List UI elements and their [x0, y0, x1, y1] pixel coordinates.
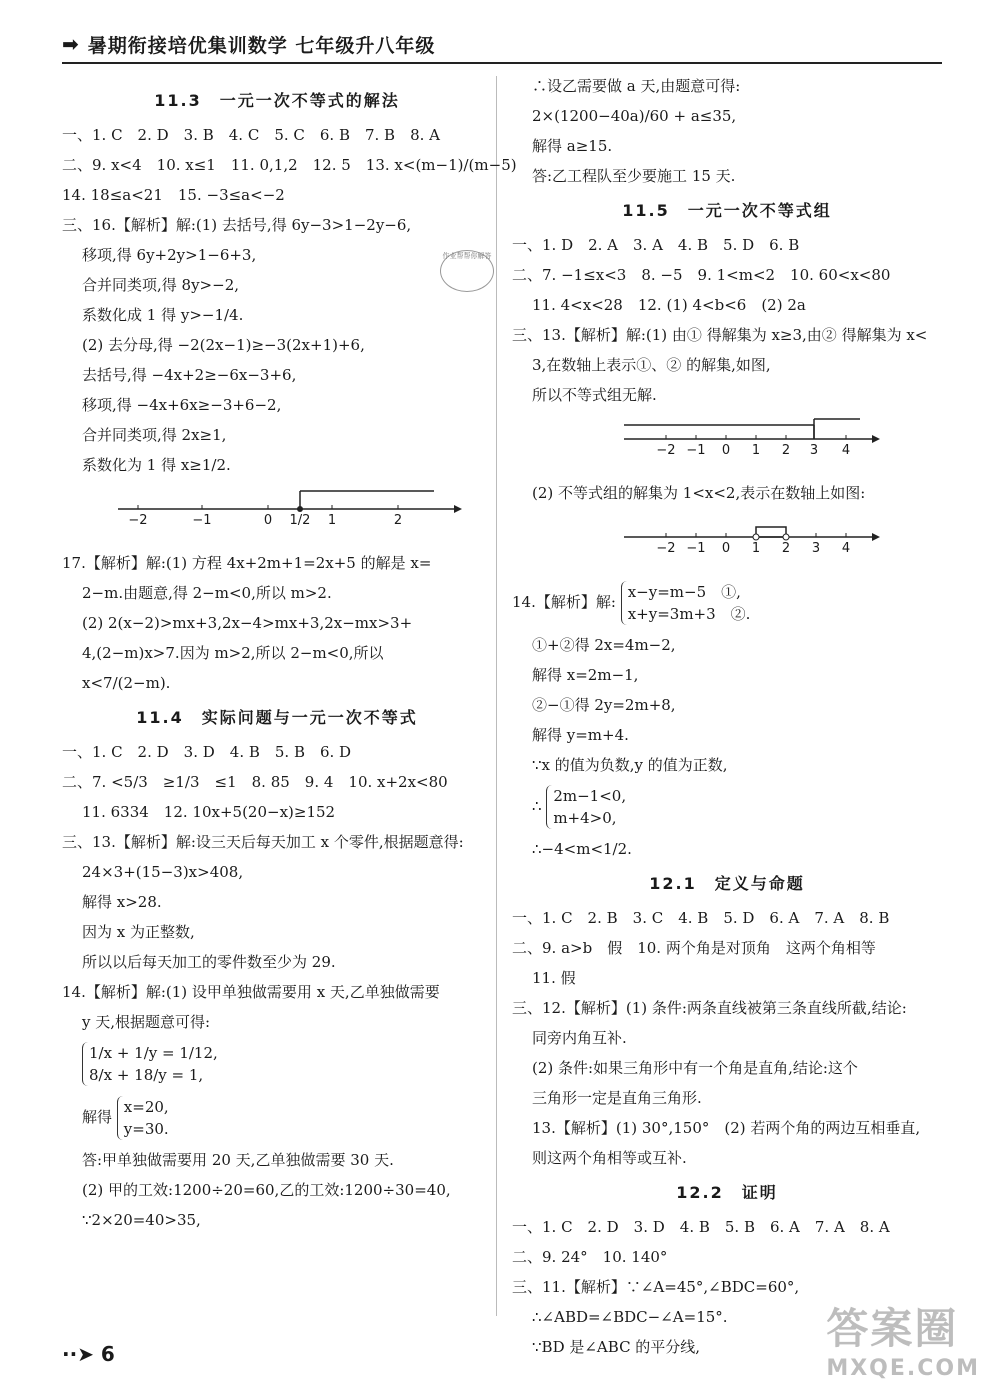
answer-line: 11. 假: [532, 969, 576, 987]
equation-system: [512, 581, 942, 625]
tick-label: 1: [327, 513, 337, 528]
answer-line: 去括号,得 −4x+2≥−6x−3+6,: [82, 366, 297, 384]
answer-line: (2) 不等式组的解集为 1<x<2,表示在数轴上如图:: [532, 484, 866, 502]
answer-line: 二、7. −1≤x<3 8. −5 9. 1<m<2 10. 60<x<80: [512, 266, 891, 284]
tick-label: −2: [656, 541, 676, 556]
tick-label: 0: [721, 443, 731, 458]
answer-line: 系数化成 1 得 y>−1/4.: [82, 306, 244, 324]
answer-line: 所以不等式组无解.: [532, 386, 657, 404]
header-rule: [62, 62, 942, 64]
answer-line: (2) 条件:如果三角形中有一个角是直角,结论:这个: [532, 1059, 858, 1077]
section-title: 11.3 一元一次不等式的解法: [154, 91, 400, 110]
therefore-symbol: ∴: [532, 797, 542, 815]
answer-line: y 天,根据题意可得:: [82, 1013, 211, 1031]
column-divider: [496, 76, 497, 1316]
answer-line: 一、1. C 2. D 3. D 4. B 5. B 6. A 7. A 8. A: [512, 1218, 890, 1236]
tick-label: 2: [781, 541, 791, 556]
page-arrow-icon: ··➤: [62, 1342, 94, 1366]
answer-line: 一、1. C 2. D 3. B 4. C 5. C 6. B 7. B 8. A: [62, 126, 440, 144]
tick-label: −1: [192, 513, 212, 528]
answer-line: 二、7. <5/3 ≥1/3 ≤1 8. 85 9. 4 10. x+2x<80: [62, 773, 448, 791]
answer-line: 14. 18≤a<21 15. −3≤a<−2: [62, 186, 285, 204]
equation: m+4>0,: [553, 809, 617, 827]
equation: 2m−1<0,: [553, 787, 627, 805]
equation: y=30.: [123, 1120, 169, 1138]
answer-line: 解得 x>28.: [82, 893, 162, 911]
answer-line: 解得 y=m+4.: [532, 726, 629, 744]
equation: x=20,: [123, 1098, 169, 1116]
answer-line: ∵x 的值为负数,y 的值为正数,: [532, 756, 728, 774]
section-title: 12.1 定义与命题: [649, 874, 805, 893]
answer-line: 所以以后每天加工的零件数至少为 29.: [82, 953, 336, 971]
answer-line: 2−m.由题意,得 2−m<0,所以 m>2.: [82, 584, 332, 602]
answer-line: 三、11.【解析】∵∠A=45°,∠BDC=60°,: [512, 1278, 800, 1296]
answer-line: 则这两个角相等或互补.: [532, 1149, 687, 1167]
answer-line: ∵2×20=40>35,: [82, 1211, 201, 1229]
number-line-graphic: [512, 513, 912, 565]
answer-line: 3,在数轴上表示①、② 的解集,如图,: [532, 356, 771, 374]
answer-line: 合并同类项,得 8y>−2,: [82, 276, 240, 294]
answer-line: 一、1. D 2. A 3. A 4. B 5. D 6. B: [512, 236, 800, 254]
answer-line: 17.【解析】解:(1) 方程 4x+2m+1=2x+5 的解是 x=: [62, 554, 432, 572]
answer-line: 三、13.【解析】解:设三天后每天加工 x 个零件,根据题意得:: [62, 833, 464, 851]
section-title: 12.2 证明: [676, 1183, 778, 1202]
right-column: [512, 76, 942, 1367]
answer-line: (2) 去分母,得 −2(2x−1)≥−3(2x+1)+6,: [82, 336, 365, 354]
tick-label: 4: [841, 443, 851, 458]
answer-line: (2) 甲的工效:1200÷20=60,乙的工效:1200÷30=40,: [82, 1181, 451, 1199]
answer-line: 13.【解析】(1) 30°,150° (2) 若两个角的两边互相垂直,: [532, 1119, 921, 1137]
answer-line: 移项,得 6y+2y>1−6+3,: [82, 246, 257, 264]
answer-line: 答:乙工程队至少要施工 15 天.: [532, 167, 736, 185]
answer-line: ∵BD 是∠ABC 的平分线,: [532, 1338, 701, 1356]
equation: 1/x + 1/y = 1/12,: [89, 1044, 218, 1062]
tick-label: 1: [751, 541, 761, 556]
answer-line: 合并同类项,得 2x≥1,: [82, 426, 227, 444]
tick-label: 2: [393, 513, 403, 528]
condition-system: [512, 785, 942, 829]
tick-label: 0: [721, 541, 731, 556]
answer-line: 11. 4<x<28 12. (1) 4<b<6 (2) 2a: [532, 296, 806, 314]
answer-line: 系数化为 1 得 x≥1/2.: [82, 456, 231, 474]
answer-line: (2) 2(x−2)>mx+3,2x−4>mx+3,2x−mx>3+: [82, 614, 413, 632]
answer-line: 三角形一定是直角三角形.: [532, 1089, 702, 1107]
left-column: [62, 76, 517, 1240]
answer-line: 2×(1200−40a)/60 + a≤35,: [532, 107, 737, 125]
tick-label: −1: [686, 443, 706, 458]
answer-line: 24×3+(15−3)x>408,: [82, 863, 244, 881]
tick-label: −2: [128, 513, 148, 528]
answer-line: ∴−4<m<1/2.: [532, 840, 632, 858]
tick-label: −2: [656, 443, 676, 458]
answer-line: 二、9. x<4 10. x≤1 11. 0,1,2 12. 5 13. x<(m−1)/(m−5): [62, 156, 517, 174]
tick-label: 3: [811, 541, 821, 556]
answer-label: 14.【解析】解:: [512, 593, 616, 611]
answer-line: 一、1. C 2. D 3. D 4. B 5. B 6. D: [62, 743, 352, 761]
section-title: 11.5 一元一次不等式组: [622, 201, 832, 220]
answer-line: ∴∠ABD=∠BDC−∠A=15°.: [532, 1308, 728, 1326]
number-line: [512, 513, 942, 565]
answer-line: 解得 a≥15.: [532, 137, 613, 155]
answer-line: 二、9. a>b 假 10. 两个角是对顶角 这两个角相等: [512, 939, 876, 957]
answer-line: 14.【解析】解:(1) 设甲单独做需要用 x 天,乙单独做需要: [62, 983, 440, 1001]
answer-line: 因为 x 为正整数,: [82, 923, 195, 941]
stamp: 作业帮帮你解答: [440, 250, 494, 292]
watermark-text: 答案圈: [826, 1304, 959, 1353]
answer-line: x<7/(2−m).: [82, 674, 171, 692]
answer-line: 4,(2−m)x>7.因为 m>2,所以 2−m<0,所以: [82, 644, 384, 662]
tick-label: 0: [263, 513, 273, 528]
tick-label: 1: [751, 443, 761, 458]
answer-line: ②−①得 2y=2m+8,: [532, 696, 676, 714]
brace: [117, 1096, 169, 1140]
page-header: [62, 26, 942, 62]
answer-line: 11. 6334 12. 10x+5(20−x)≥152: [82, 803, 336, 821]
brace: [546, 785, 626, 829]
arrow-right-icon: ➡: [62, 32, 80, 56]
answer-line: ∴设乙需要做 a 天,由题意可得:: [532, 77, 741, 95]
tick-label: 4: [841, 541, 851, 556]
equation: x+y=3m+3 ②.: [627, 605, 751, 623]
book-title: 暑期衔接培优集训数学 七年级升八年级: [87, 34, 436, 57]
tick-label: 2: [781, 443, 791, 458]
answer-line: 同旁内角互补.: [532, 1029, 627, 1047]
number-line-graphic: [512, 415, 912, 467]
tick-label: 1/2: [289, 513, 311, 528]
answer-line: 移项,得 −4x+6x≥−3+6−2,: [82, 396, 282, 414]
answer-line: ①+②得 2x=4m−2,: [532, 636, 676, 654]
equation: 8/x + 18/y = 1,: [89, 1066, 204, 1084]
answer-line: 答:甲单独做需要用 20 天,乙单独做需要 30 天.: [82, 1151, 394, 1169]
answer-line: 解得 x=2m−1,: [532, 666, 639, 684]
equation: x−y=m−5 ①,: [627, 583, 741, 601]
answer-line: 一、1. C 2. B 3. C 4. B 5. D 6. A 7. A 8. B: [512, 909, 890, 927]
answer-line: 三、13.【解析】解:(1) 由① 得解集为 x≥3,由② 得解集为 x<: [512, 326, 928, 344]
tick-label: 3: [809, 443, 819, 458]
answer-label: 解得: [82, 1108, 113, 1126]
brace: [621, 581, 751, 625]
number-line: [512, 415, 942, 467]
page-footer: [62, 1342, 115, 1366]
number-line: [62, 485, 492, 537]
section-title: 11.4 实际问题与一元一次不等式: [136, 708, 418, 727]
solution-system: [62, 1096, 492, 1140]
page-number: 6: [100, 1342, 115, 1366]
tick-label: −1: [686, 541, 706, 556]
brace: [82, 1042, 218, 1086]
answer-line: 二、9. 24° 10. 140°: [512, 1248, 668, 1266]
watermark-site: MXQE.COM: [826, 1356, 980, 1381]
watermark: [826, 1296, 980, 1381]
equation-system: [62, 1042, 492, 1086]
answer-line: 三、16.【解析】解:(1) 去括号,得 6y−3>1−2y−6,: [62, 216, 412, 234]
number-line-graphic: [62, 485, 462, 537]
answer-line: 三、12.【解析】(1) 条件:两条直线被第三条直线所截,结论:: [512, 999, 907, 1017]
